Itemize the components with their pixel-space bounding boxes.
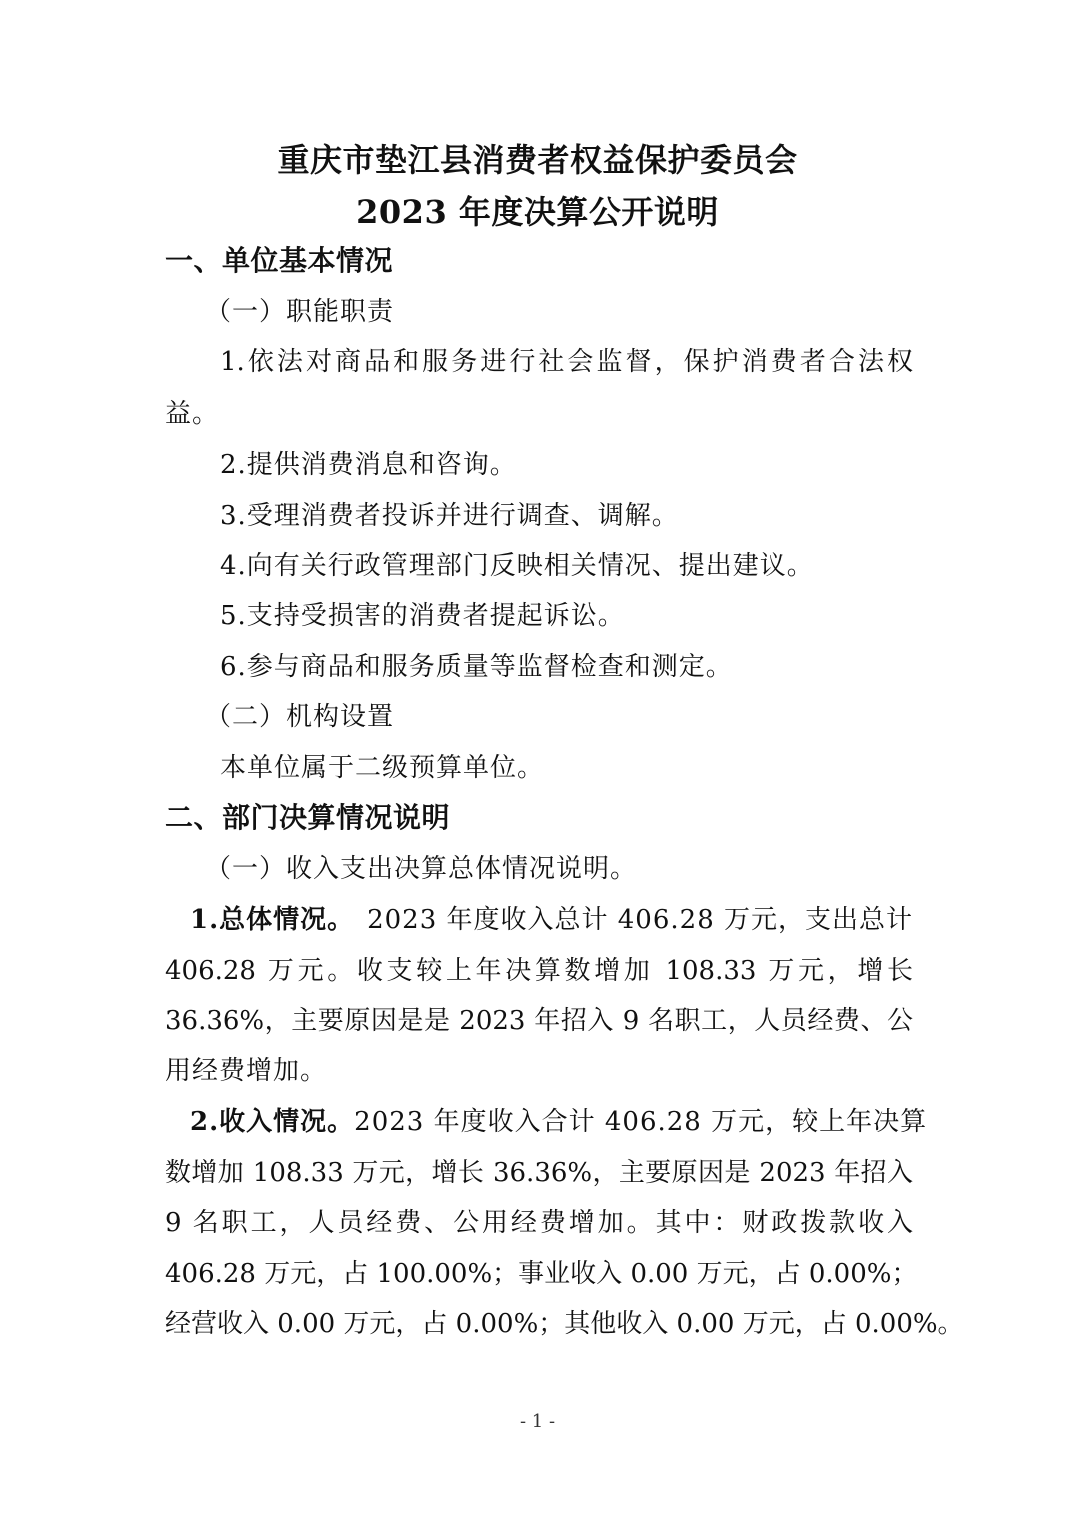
section1-subheading-duties: （一）职能职责 [205, 297, 395, 327]
document-title-line2: 2023 年度决算公开说明 [356, 193, 719, 231]
paragraph1-line1-text: 2023 年度收入总计 406.28 万元，支出总计 [367, 905, 913, 935]
paragraph1-line2: 406.28 万元。收支较上年决算数增加 108.33 万元，增长 [165, 956, 913, 986]
paragraph2-line4: 406.28 万元，占 100.00%；事业收入 0.00 万元，占 0.00%； [165, 1259, 918, 1289]
duty-item-1-line1: 1.依法对商品和服务进行社会监督，保护消费者合法权 [220, 347, 913, 377]
paragraph2-line2: 数增加 108.33 万元，增长 36.36%，主要原因是 2023 年招入 [165, 1158, 913, 1188]
paragraph1-line4: 用经费增加。 [165, 1056, 328, 1086]
duty-item-2: 2.提供消费消息和咨询。 [220, 450, 517, 480]
duty-item-5: 5.支持受损害的消费者提起诉讼。 [220, 601, 625, 631]
paragraph1-label: 1.总体情况。 [190, 905, 355, 935]
section1-heading: 一、单位基本情况 [165, 244, 394, 277]
duty-item-4: 4.向有关行政管理部门反映相关情况、提出建议。 [220, 551, 814, 581]
org-setting-text: 本单位属于二级预算单位。 [220, 753, 545, 783]
paragraph1-line1 [190, 904, 913, 936]
paragraph2-line1-text: 2023 年度收入合计 406.28 万元，较上年决算 [354, 1107, 928, 1137]
paragraph1-line3: 36.36%，主要原因是是 2023 年招入 9 名职工，人员经费、公 [165, 1006, 913, 1036]
section2-subheading-overview: （一）收入支出决算总体情况说明。 [205, 854, 638, 884]
document-title-line1: 重庆市垫江县消费者权益保护委员会 [277, 141, 798, 179]
paragraph2-line1 [190, 1106, 928, 1138]
paragraph2-line3: 9 名职工，人员经费、公用经费增加。其中：财政拨款收入 [165, 1208, 913, 1238]
duty-item-6: 6.参与商品和服务质量等监督检查和测定。 [220, 652, 733, 682]
section2-heading: 二、部门决算情况说明 [165, 801, 451, 834]
section1-subheading-org: （二）机构设置 [205, 702, 395, 732]
paragraph2-line5: 经营收入 0.00 万元，占 0.00%；其他收入 0.00 万元，占 0.00%。 [165, 1309, 964, 1339]
duty-item-3: 3.受理消费者投诉并进行调查、调解。 [220, 501, 679, 531]
page-number: - 1 - [519, 1411, 556, 1432]
paragraph2-label: 2.收入情况。 [190, 1107, 355, 1137]
duty-item-1-line2: 益。 [165, 399, 220, 429]
